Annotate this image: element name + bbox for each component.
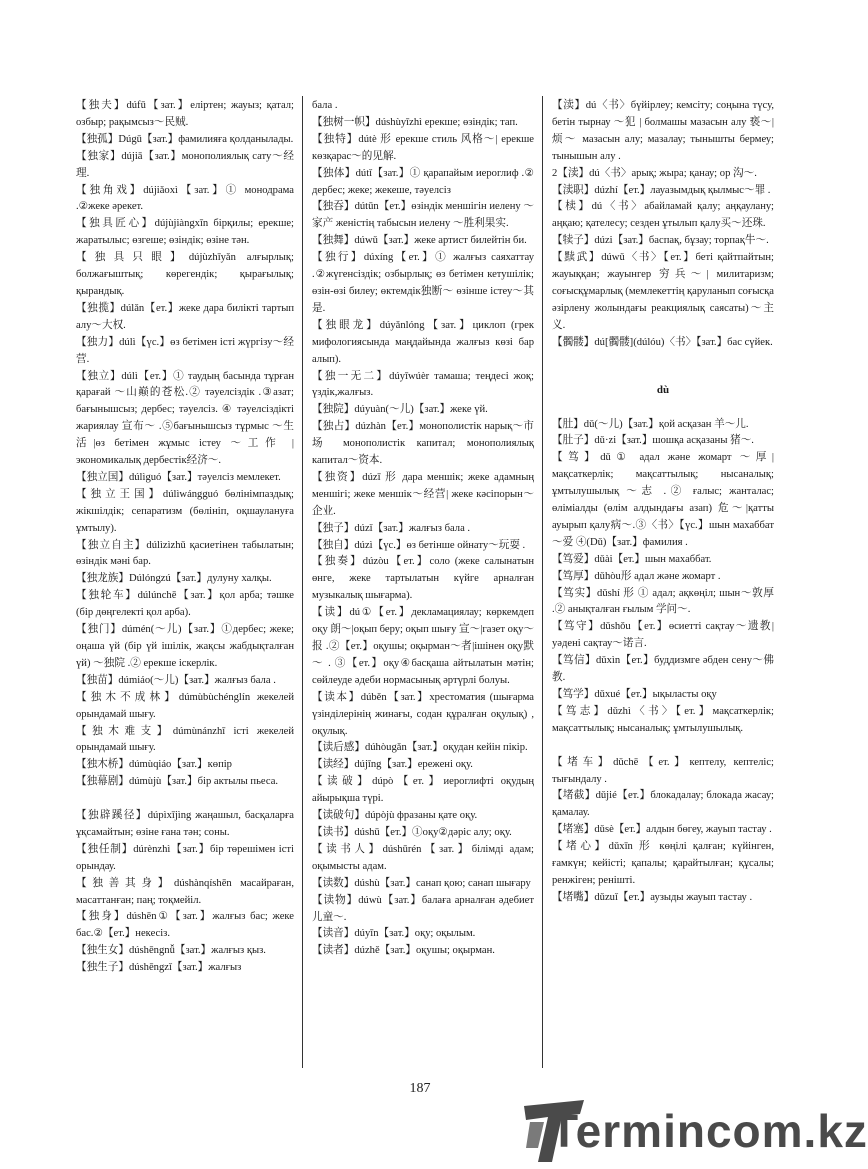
dictionary-entry: 【独特】dútè 形 ерекше стиль 风格～| ерекше көзқарас～的见解. [312, 133, 534, 162]
page-number: 187 [409, 1081, 431, 1096]
dictionary-entry: 【独舞】dúwǔ【зат.】жеке артист билейтін би. [312, 235, 527, 247]
dictionary-entry: 【独行】dúxíng【ет.】① жалғыз саяхаттау .②жүгенсіздік; озбырлық; өз бетімен кетушілік; өзін-өзі билеу; өктемдік独断～ өзінше істеу～其是. [312, 252, 534, 314]
dictionary-entry: 【独揽】dúlǎn【ет.】жеке дара билікті тартып алу～大权. [76, 302, 294, 331]
dictionary-entry: 【笃实】dǔshí 形 ① адал; ақкөңіл; шын～敦厚 .② анықталған ғылым 学问～. [552, 587, 774, 616]
dictionary-entry: 【读破】dúpò【ет.】иероглифті оқудың айырықша түрі. [312, 776, 534, 805]
dictionary-entry: 【读后感】dúhòugǎn【зат.】оқудан кейін пікір. [312, 742, 528, 754]
dictionary-entry: 【独身】dúshēn①【зат.】жалғыз бас; жеке бас.②【ет.】некесіз. [76, 911, 294, 940]
dictionary-entry: 【独家】dújiā【зат.】монополиялық сату～经理. [76, 150, 294, 179]
dictionary-entry: 【独轮车】dúlúnchē【зат.】қол арба; тәшке (бір дөңгелекті қол арба). [76, 590, 294, 619]
dictionary-entry: 【笃】dǔ① адал және жомарт ～厚| мақсаткерлік; мақсаттылық; нысаналық; ұмтылушылық ～志 .② ғалыс; жанталас; өліміалды (өлім алдындағы азап) 危～|қатты ауырып қалу病～.③〈书〉【үс.】шын махаббат～爱 ④(Dǔ)【зат.】фамилия . [552, 452, 774, 548]
dictionary-entry: 【独幕剧】dúmùjù【зат.】бір актылы пьеса. [76, 776, 279, 788]
dictionary-entry: 【读者】dúzhě【зат.】оқушы; оқырман. [312, 945, 495, 957]
dictionary-entry: 【堵心】dǔxīn 形 көңілі қалған; күйінген, ғамкүн; кейісті; қапалы; қарайтылған; құсалы; ренжіген; реніштi. [552, 841, 774, 886]
dictionary-entry: 【独具匠心】dújùjiàngxīn бірқилы; ерекше; жаратылыс; өзгеше; өзіндік; өзіне тән. [76, 218, 294, 247]
dictionary-entry: 【读经】dújīng【зат.】ережені оқу. [312, 759, 473, 771]
dictionary-entry: 【独自】dúzì【үс.】өз бетінше ойнату～玩耍 . [312, 539, 526, 551]
dictionary-entry: 【独角戏】dújiǎoxì【зат.】① монодрама .②жеке әрекет. [76, 184, 294, 213]
dictionary-entry: 【读书人】dúshūrén【зат.】білімді адам; оқымысты адам. [312, 843, 534, 872]
entry-group-du3 [552, 417, 774, 907]
termincom-logo[interactable] [522, 1098, 868, 1164]
dictionary-entry: 【髑髅】dú[髑髅](dúlóu)〈书〉【зат.】бас сүйек. [552, 336, 773, 348]
column-rule [542, 96, 543, 1068]
dictionary-entry: 【独立】dúlì【ет.】① таудың басында тұрған қарағай ～山巅的苍松.② тәуелсіздік .③азат; бағынышсыз; дербес; тәуелсіз. ④ тәуелсіздікті жариялау 宣布～ .⑤бағынышсыз тұрмыс ～生活|өз бетімен жұмыс істеу ～工作 | экономикалық дербестік经济～. [76, 370, 294, 467]
dictionary-entry: 【犊子】dúzi【зат.】баспақ, бұзау; торпақ牛～. [552, 235, 769, 247]
dictionary-entry: бала . [312, 100, 338, 111]
dictionary-entry: 【独体】dútǐ【зат.】① қарапайым иероглиф .② дербес; жеке; жекеше, тәуелсіз [312, 167, 534, 196]
dictionary-entry: 【堵车】dǔchē【ет.】кептелу, кептеліс; тығындалу . [552, 756, 774, 785]
entry-group-du2 [552, 98, 774, 352]
dictionary-entry: 【独善其身】dúshànqíshēn масайраған, масаттанған; паң; тоқмейіл. [76, 877, 294, 906]
dictionary-entry: 【独木桥】dúmùqiáo【зат.】көпір [76, 759, 232, 771]
dictionary-entry: 【笃厚】dǔhòu形 адал және жомарт . [552, 570, 721, 582]
dictionary-entry: 【独眼龙】dúyǎnlóng【зат.】циклоп (грек мифологиясында маңдайында жалғыз көзі бар алып). [312, 319, 534, 365]
dictionary-entry: 【笃爱】dǔài【ет.】шын махаббат. [552, 553, 712, 565]
dictionary-entry: 【读】dú①【ет.】декламациялау; көркемдеп оқу 朗～|оқып беру; оқып шығу 宣～|газет оқу～报 .②【ет.】оқушы; оқырман～者|ішінен оқу默～ . ③【ет.】оқу④басқаша айтылатын мәтін; сөйлеуде әдеби нормасынық әртүрлі болуы. [312, 607, 534, 686]
dictionary-entry: 【独吞】dútūn【ет.】өзіндік меншігін иелену ～家产 женістің табысын иелену ～胜利果实. [312, 201, 534, 230]
dictionary-entry: 【独子】dúzǐ【зат.】жалғыз бала . [312, 522, 471, 534]
dictionary-entry: 【独门】dúmén(～儿)【зат.】①дербес; жеке; оңаша үй (бір үй ішілік, жақсы жабдықталған үй) ～独院 .② ерекше іскерлік. [76, 624, 294, 669]
dictionary-entry: 【堵嘴】dǔzuǐ【ет.】аузыды жауып тастау . [552, 891, 753, 903]
dictionary-entry: 【笃信】dǔxìn【ет.】буддизмге әбден сену～佛教. [552, 655, 774, 684]
dictionary-entry: 【独具只眼】dújùzhīyǎn алғырлық; болжағыштық; көрегендік; қырағылық; қырандық. [76, 252, 294, 297]
dictionary-entry: 【独生女】dúshēngnǚ【зат.】жалғыз қыз. [76, 945, 266, 957]
dictionary-entry: 【肚】dǔ(～儿)【зат.】қой асқазан 羊～儿. [552, 418, 749, 430]
logo-text: Termincom.kz [550, 1105, 868, 1157]
dictionary-entry: 【椟】dú〈书〉абайламай қалу; аңқаулану; аңқаю; қателесу; сезден ұтылып қалу买～还珠. [552, 201, 774, 230]
dictionary-entry: 【独力】dúlì【үс.】өз бетімен істі жүргізу～经营. [76, 336, 294, 365]
dictionary-entry: 【独夫】dúfū【зат.】еліртен; жауыз; қатал; озбыр; рақымсыз～民贼. [76, 100, 294, 128]
dictionary-entry: 【独院】dúyuàn(～儿)【зат.】жеке үй. [312, 404, 488, 416]
dictionary-entry: 【黩武】dúwǔ〈书〉【ет.】беті қайтпайтын; жауыққан; жауынгер 穷兵～| милитаризм; соғысқұмарлық (мемлекеттің қаруланып соғысқа әзірлену жолындағы реакциялық саясаты)～主义. [552, 252, 774, 331]
dictionary-entry: 【堵截】dǔjié【ет.】блокадалау; блокада жасау; қамалау. [552, 790, 774, 819]
dictionary-entry: 【独资】dúzī 形 дара меншік; жеке адамның меншігі; жеке меншік～经营| жеке кәсіпорын～企业. [312, 471, 534, 517]
dictionary-entry: 【独任制】dúrènzhì【зат.】бір төрешімен істі орындау. [76, 843, 294, 872]
dictionary-entry: 【渎职】dúzhí【ет.】лауазымдық қылмыс～罪 . [552, 184, 771, 196]
dictionary-entry: 【肚子】dǔ·zi【зат.】шошқа асқазаны 猪～. [552, 435, 754, 447]
dictionary-entry: 【独立王国】dúlìwángguó бөлінімпаздық; жікшілдік; сепаратизм (бөлініп, оқшаулануға ұмтылу). [76, 488, 294, 534]
dictionary-entry: 【独木难支】dúmùnánzhī істі жекелей орындамай шығу. [76, 725, 294, 754]
dictionary-entry: 【读本】dúběn【зат.】хрестоматия (шығарма үзінділерінің жинағы, содан құралған оқулық) , оқулық. [312, 691, 534, 737]
section-heading: dù [656, 383, 670, 396]
dictionary-entry: 【读物】dúwù【зат.】балаға арналған әдебиет儿童～. [312, 894, 534, 923]
dictionary-column-middle [312, 98, 534, 1068]
dictionary-entry: 【读书】dúshū【ет.】①оқу②дәріс алу; оқу. [312, 826, 512, 838]
dictionary-entry: 【读音】dúyīn【зат.】оқу; оқылым. [312, 928, 476, 940]
column-rule [302, 96, 303, 1068]
dictionary-entry: 【笃守】dǔshǒu【ет.】өсиетті сақтау～遗教|уәдені сақтау～诺言. [552, 621, 774, 650]
dictionary-entry: 【独立自主】dúlìzìzhǔ қасиетінен табылатын; өзіндік мәні бар. [76, 539, 294, 568]
dictionary-entry: 【独辟蹊径】dúpìxījìng жаңашыл, басқаларға ұқсамайтын; өзіне ғана тән; соны. [76, 810, 294, 838]
dictionary-entry: 【渎】dú〈书〉бүйірлеу; кемсіту; соңына түсу, бетін тырнау ～犯 | болмашы мазасын алу 亵～| 烦～ мазасын алу; мазалау; тынышты бермеу; тынышын алу . [552, 100, 774, 162]
dictionary-entry: 【笃学】dǔxué【ет.】ықыласты оқу [552, 689, 717, 700]
dictionary-entry: 【堵塞】dǔsè【ет.】алдын бөгеу, жауып тастау . [552, 824, 772, 836]
dictionary-entry: 【读数】dúshù【зат.】санап қою; санап шығару [312, 877, 531, 889]
dictionary-entry: 【独占】dúzhàn【ет.】монополистік нарық～市场 монополистік капитал; монополиялық капитал～资本. [312, 421, 534, 467]
dictionary-column-left [76, 98, 294, 1068]
dictionary-entry: 【独龙族】Dúlóngzú【зат.】дулуну халқы. [76, 573, 272, 585]
dictionary-entry: 【笃志】dǔzhì〈书〉【ет.】мақсаткерлік; мақсаттылық; нысаналық; ұмтылушылық. [552, 705, 774, 734]
dictionary-entry: 【独树一帜】dúshùyīzhì ерекше; өзіндік; тап. [312, 116, 518, 128]
dictionary-column-right [552, 98, 774, 1068]
dictionary-entry: 【独奏】dúzòu【ет.】соло (жеке салынатын өнге, жеке тартылатын күйге арналған музыкалық шығарма). [312, 556, 534, 602]
dictionary-entry: 【独生子】dúshēngzǐ【зат.】жалғыз [76, 962, 242, 974]
dictionary-entry: 【独苗】dúmiáo(～儿)【зат.】жалғыз бала . [76, 674, 276, 686]
dictionary-entry: 【读破句】dúpòjù фразаны қате оқу. [312, 810, 478, 822]
dictionary-entry: 【独孤】Dúgū【зат.】фамилияға қолданылады. [76, 133, 294, 145]
dictionary-entry: 【独立国】dúlìguó【зат.】тәуелсіз мемлекет. [76, 471, 281, 483]
dictionary-entry: 【独木不成林】dúmùbùchénglín жекелей орындамай шығу. [76, 691, 294, 720]
dictionary-entry: 【独一无二】dúyīwúèr тамаша; теңдесі жоқ; үздік,жалғыз. [312, 370, 534, 399]
dictionary-entry: 2【渎】dú〈书〉арық; жыра; қанау; ор 沟～. [552, 167, 757, 179]
